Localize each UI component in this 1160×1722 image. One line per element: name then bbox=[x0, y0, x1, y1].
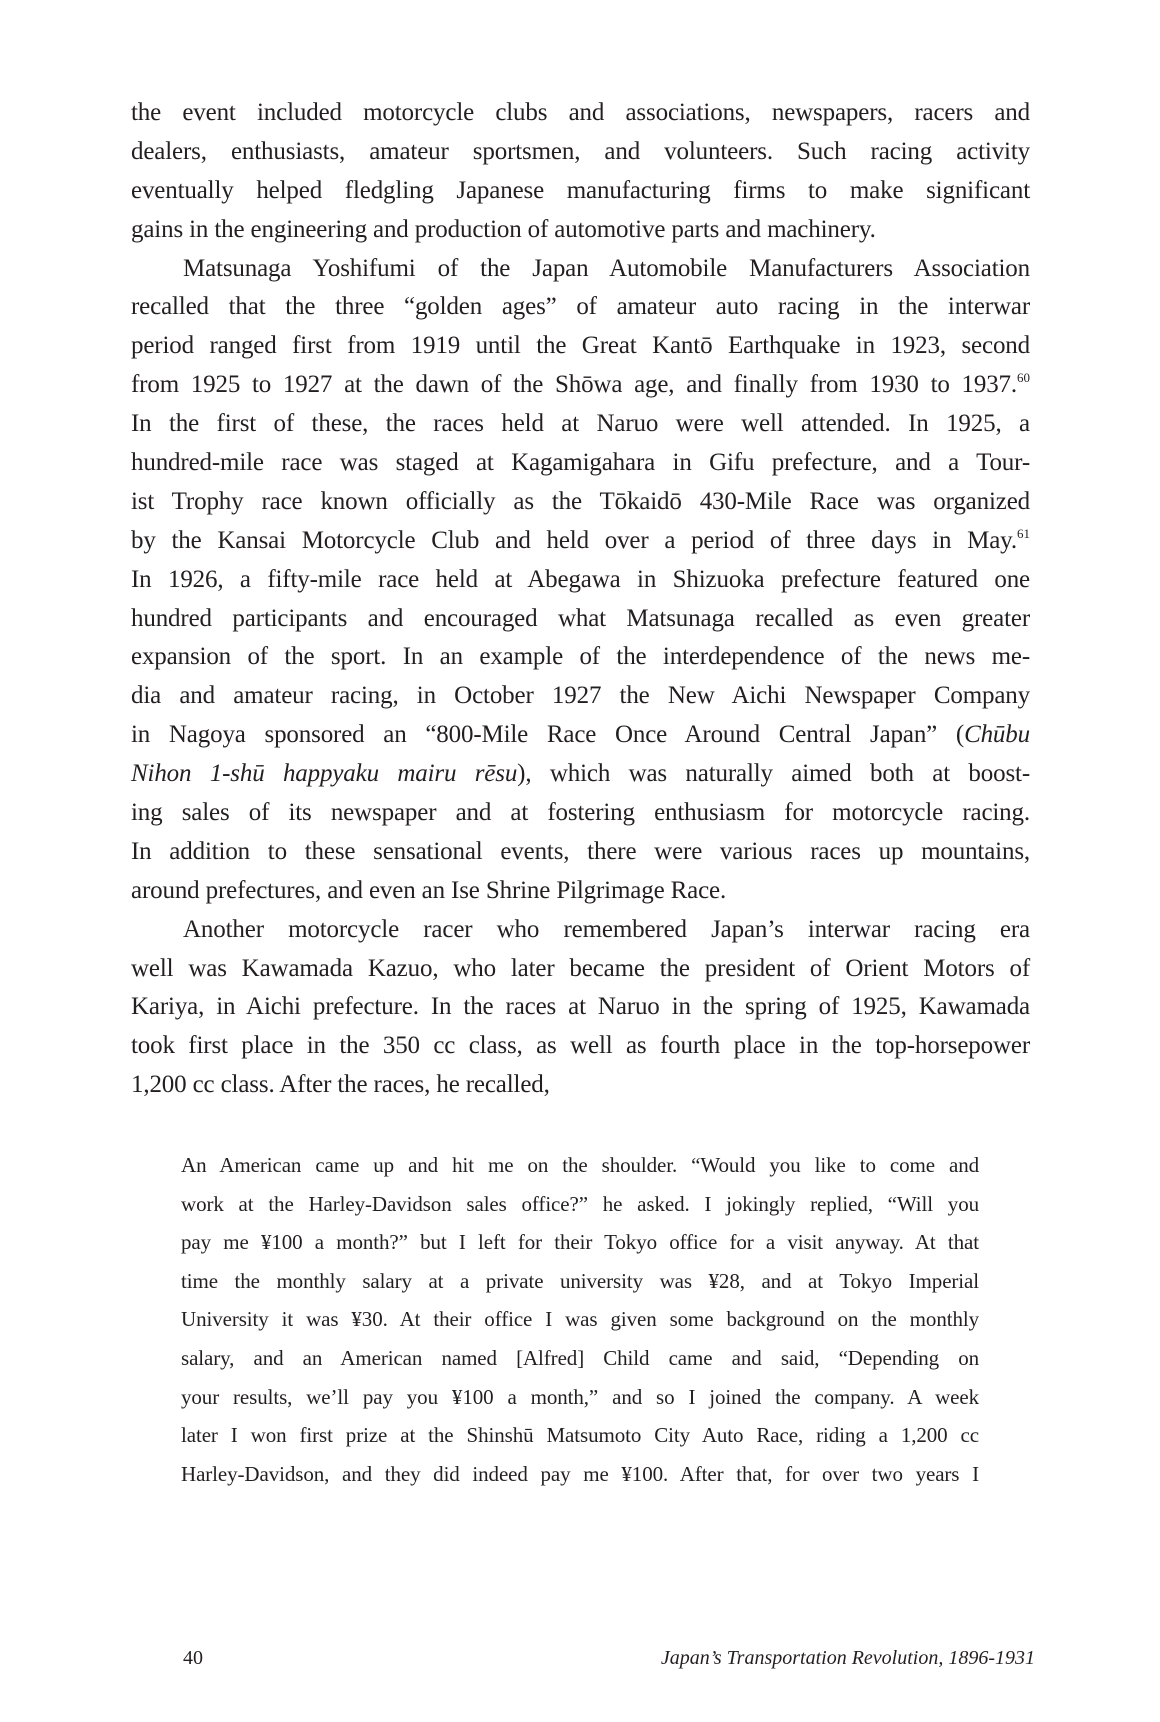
body-line: ist Trophy race known officially as the Tōkaidō 430-Mile Race was organized bbox=[131, 487, 1030, 515]
body-line: expansion of the sport. In an example of the interdependence of the news me- bbox=[131, 643, 1030, 671]
body-line: period ranged first from 1919 until the Great Kantō Earthquake in 1923, second bbox=[131, 332, 1030, 360]
body-line-text: by the Kansai Motorcycle Club and held over a period of three days in May. bbox=[131, 526, 1017, 554]
body-line: well was Kawamada Kazuo, who later became the president of Orient Motors of bbox=[131, 954, 1030, 982]
body-text bbox=[131, 94, 1030, 1105]
body-line bbox=[131, 366, 1030, 405]
body-line: eventually helped fledgling Japanese manufacturing firms to make significant bbox=[131, 176, 1030, 204]
footnote-ref-60[interactable]: 60 bbox=[1017, 370, 1030, 386]
quote-line: later I won first prize at the Shinshū Matsumoto City Auto Race, riding a 1,200 cc bbox=[181, 1423, 979, 1448]
quote-line: work at the Harley-Davidson sales office?” he asked. I jokingly replied, “Will you bbox=[181, 1191, 979, 1216]
body-line: the event included motorcycle clubs and associations, newspapers, racers and bbox=[131, 99, 1030, 126]
quote-line: University it was ¥30. At their office I was given some background on the monthly bbox=[181, 1307, 979, 1332]
body-line: around prefectures, and even an Ise Shrine Pilgrimage Race. bbox=[131, 876, 727, 904]
body-line bbox=[131, 522, 1030, 561]
body-line-text: in Nagoya sponsored an “800-Mile Race Once Around Central Japan” ( bbox=[131, 721, 965, 749]
footnote-ref-61[interactable]: 61 bbox=[1017, 525, 1030, 541]
body-line: dia and amateur racing, in October 1927 the New Aichi Newspaper Company bbox=[131, 682, 1030, 710]
body-line bbox=[131, 755, 1030, 794]
body-line: Kariya, in Aichi prefecture. In the races at Naruo in the spring of 1925, Kawamada bbox=[131, 993, 1030, 1021]
body-line: dealers, enthusiasts, amateur sportsmen, and volunteers. Such racing activity bbox=[131, 137, 1030, 165]
italic-term: Chūbu bbox=[964, 721, 1030, 749]
body-line-text: ), which was naturally aimed both at boost- bbox=[517, 760, 1030, 788]
quote-line: your results, we’ll pay you ¥100 a month,” and so I joined the company. A week bbox=[181, 1384, 979, 1409]
body-line: In addition to these sensational events, there were various races up mountains, bbox=[131, 837, 1030, 865]
paragraph-start-line: Another motorcycle racer who remembered Japan’s interwar racing era bbox=[183, 915, 1030, 943]
page-number: 40 bbox=[183, 1647, 203, 1669]
quote-line: pay me ¥100 a month?” but I left for their Tokyo office for a visit anyway. At that bbox=[181, 1230, 979, 1255]
italic-term: Nihon 1-shū happyaku mairu rēsu bbox=[131, 760, 518, 788]
body-line: In 1926, a fifty-mile race held at Abegawa in Shizuoka prefecture featured one bbox=[131, 565, 1030, 593]
quote-line: Harley-Davidson, and they did indeed pay me ¥100. After that, for over two years I bbox=[181, 1461, 979, 1486]
quote-line: salary, and an American named [Alfred] Child came and said, “Depending on bbox=[181, 1345, 979, 1370]
body-line: In the first of these, the races held at Naruo were well attended. In 1925, a bbox=[131, 410, 1030, 438]
body-line bbox=[131, 716, 1030, 755]
running-head-title: Japan’s Transportation Revolution, 1896-1931 bbox=[660, 1647, 1035, 1669]
quote-line: time the monthly salary at a private university was ¥28, and at Tokyo Imperial bbox=[181, 1268, 979, 1293]
body-line: recalled that the three “golden ages” of amateur auto racing in the interwar bbox=[131, 293, 1030, 321]
body-line: hundred participants and encouraged what Matsunaga recalled as even greater bbox=[131, 604, 1030, 632]
paragraph-start-line: Matsunaga Yoshifumi of the Japan Automobile Manufacturers Association bbox=[183, 254, 1030, 282]
page-footer bbox=[183, 1644, 1035, 1672]
body-line: gains in the engineering and production of automotive parts and machinery. bbox=[131, 215, 876, 243]
body-line-text: from 1925 to 1927 at the dawn of the Shōwa age, and finally from 1930 to 1937. bbox=[131, 371, 1017, 399]
body-line: 1,200 cc class. After the races, he recalled, bbox=[131, 1071, 550, 1099]
body-line: ing sales of its newspaper and at fostering enthusiasm for motorcycle racing. bbox=[131, 799, 1030, 827]
block-quote bbox=[181, 1146, 979, 1493]
body-line: hundred-mile race was staged at Kagamigahara in Gifu prefecture, and a Tour- bbox=[131, 449, 1030, 477]
body-line: took first place in the 350 cc class, as well as fourth place in the top-horsepower bbox=[131, 1032, 1030, 1060]
quote-line: An American came up and hit me on the shoulder. “Would you like to come and bbox=[181, 1153, 979, 1177]
